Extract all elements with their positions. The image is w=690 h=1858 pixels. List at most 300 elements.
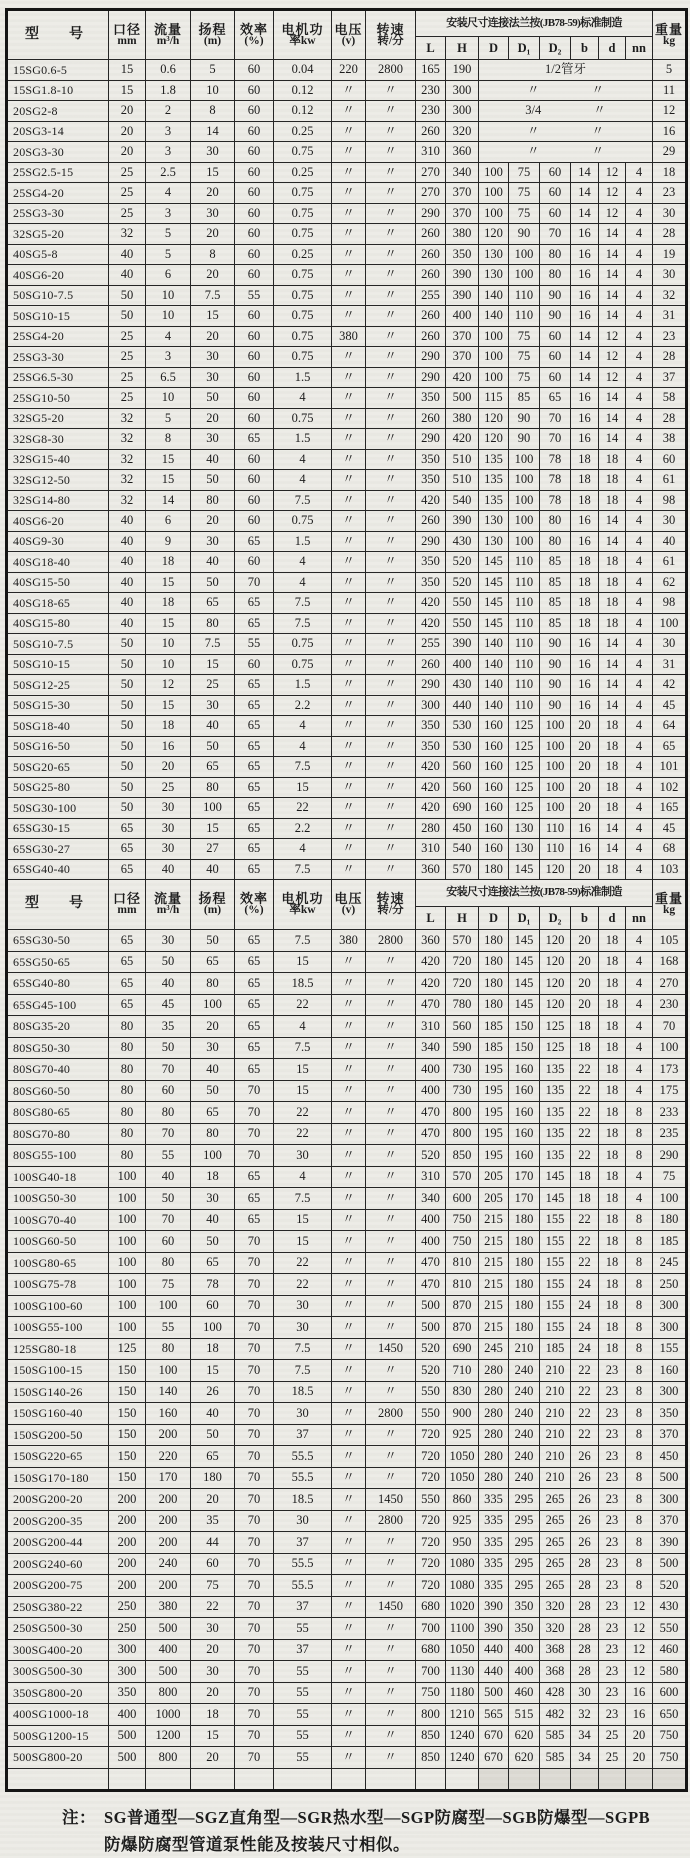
value-cell: 160 bbox=[479, 839, 509, 860]
value-cell: 70 bbox=[235, 1618, 274, 1640]
value-cell: 440 bbox=[479, 1661, 509, 1683]
value-cell: 23 bbox=[599, 1682, 626, 1704]
value-cell: 0.75 bbox=[274, 224, 332, 245]
value-cell: 4 bbox=[626, 306, 653, 327]
value-cell: 18 bbox=[599, 1338, 626, 1360]
value-cell: 10 bbox=[191, 80, 235, 101]
value-cell: 590 bbox=[446, 1037, 479, 1059]
value-cell: 200 bbox=[146, 1532, 191, 1554]
value-cell: 65 bbox=[191, 1102, 235, 1124]
value-cell: 450 bbox=[446, 818, 479, 839]
value-cell: 30 bbox=[191, 347, 235, 368]
value-cell: 1200 bbox=[146, 1725, 191, 1747]
value-cell: 750 bbox=[653, 1725, 687, 1747]
value-cell: 〃 bbox=[366, 1209, 416, 1231]
value-cell: 〃 bbox=[332, 1553, 366, 1575]
value-cell: 23 bbox=[599, 1510, 626, 1532]
value-cell: 4 bbox=[626, 326, 653, 347]
value-cell: 9 bbox=[146, 531, 191, 552]
value-cell: 22 bbox=[571, 1424, 599, 1446]
value-cell: 65 bbox=[109, 839, 146, 860]
value-cell: 65 bbox=[235, 1209, 274, 1231]
value-cell: 110 bbox=[540, 818, 571, 839]
value-cell: 15 bbox=[146, 470, 191, 491]
value-cell: 670 bbox=[479, 1747, 509, 1769]
value-cell: 530 bbox=[446, 736, 479, 757]
value-cell: 26 bbox=[571, 1510, 599, 1532]
value-cell: 420 bbox=[446, 429, 479, 450]
value-cell: 55 bbox=[274, 1747, 332, 1769]
value-cell: 55 bbox=[146, 1145, 191, 1167]
value-cell: 30 bbox=[191, 203, 235, 224]
value-cell: 300 bbox=[653, 1317, 687, 1339]
value-cell: 24 bbox=[571, 1317, 599, 1339]
value-cell: 〃 bbox=[366, 1231, 416, 1253]
value-cell: 〃 bbox=[332, 531, 366, 552]
value-cell: 1080 bbox=[446, 1553, 479, 1575]
value-cell: 〃 bbox=[366, 285, 416, 306]
value-cell: 50 bbox=[146, 951, 191, 973]
table-row bbox=[7, 265, 687, 286]
header-flange-col: D₂ bbox=[540, 37, 571, 60]
value-cell: 20 bbox=[571, 859, 599, 880]
value-cell: 50 bbox=[109, 777, 146, 798]
table-row bbox=[7, 1424, 687, 1446]
value-cell: 〃 bbox=[332, 1446, 366, 1468]
model-cell: 200SG200-35 bbox=[7, 1510, 109, 1532]
value-cell: 70 bbox=[235, 1231, 274, 1253]
value-cell: 〃 bbox=[332, 101, 366, 122]
value-cell: 470 bbox=[416, 1102, 446, 1124]
value-cell: 18 bbox=[599, 930, 626, 952]
value-cell: 28 bbox=[571, 1553, 599, 1575]
value-cell: 18 bbox=[599, 973, 626, 995]
value-cell: 23 bbox=[599, 1403, 626, 1425]
value-cell: 70 bbox=[235, 1145, 274, 1167]
value-cell: 25 bbox=[109, 183, 146, 204]
value-cell: 14 bbox=[571, 326, 599, 347]
value-cell: 750 bbox=[653, 1747, 687, 1769]
value-cell: 4 bbox=[626, 429, 653, 450]
table-row bbox=[7, 306, 687, 327]
header-flange-col: D bbox=[479, 907, 509, 930]
value-cell: 23 bbox=[653, 326, 687, 347]
value-cell: 150 bbox=[509, 1037, 540, 1059]
value-cell: 7.5 bbox=[274, 757, 332, 778]
value-cell: 400 bbox=[509, 1639, 540, 1661]
value-cell: 4 bbox=[146, 326, 191, 347]
value-cell: 130 bbox=[479, 531, 509, 552]
value-cell: 38 bbox=[653, 429, 687, 450]
model-cell: 32SG12-50 bbox=[7, 470, 109, 491]
value-cell: 135 bbox=[540, 1059, 571, 1081]
value-cell: 〃 bbox=[332, 777, 366, 798]
model-cell: 125SG80-18 bbox=[7, 1338, 109, 1360]
value-cell: 125 bbox=[509, 777, 540, 798]
value-cell: 〃 bbox=[332, 1338, 366, 1360]
value-cell: 320 bbox=[540, 1618, 571, 1640]
value-cell: 〃 bbox=[366, 326, 416, 347]
merged-cell-value: 〃 bbox=[591, 82, 605, 97]
value-cell: 85 bbox=[540, 613, 571, 634]
value-cell: 18 bbox=[146, 552, 191, 573]
value-cell: 0.75 bbox=[274, 511, 332, 532]
value-cell: 〃 bbox=[366, 367, 416, 388]
value-cell: 6 bbox=[146, 265, 191, 286]
value-cell: 100 bbox=[479, 183, 509, 204]
value-cell: 8 bbox=[626, 1209, 653, 1231]
table-row bbox=[7, 1510, 687, 1532]
value-cell: 173 bbox=[653, 1059, 687, 1081]
value-cell: 22 bbox=[571, 1102, 599, 1124]
value-cell: 380 bbox=[332, 326, 366, 347]
value-cell: 5 bbox=[146, 224, 191, 245]
value-cell: 120 bbox=[540, 973, 571, 995]
value-cell: 380 bbox=[332, 930, 366, 952]
value-cell: 5 bbox=[191, 60, 235, 81]
value-cell: 145 bbox=[509, 930, 540, 952]
value-cell: 40 bbox=[109, 265, 146, 286]
value-cell: 60 bbox=[235, 654, 274, 675]
value-cell: 125 bbox=[540, 1016, 571, 1038]
value-cell: 〃 bbox=[332, 306, 366, 327]
value-cell: 65 bbox=[235, 531, 274, 552]
value-cell: 4 bbox=[626, 930, 653, 952]
value-cell: 〃 bbox=[366, 306, 416, 327]
value-cell: 245 bbox=[479, 1338, 509, 1360]
value-cell: 80 bbox=[540, 265, 571, 286]
value-cell: 470 bbox=[416, 994, 446, 1016]
value-cell: 290 bbox=[416, 531, 446, 552]
value-cell: 〃 bbox=[366, 244, 416, 265]
value-cell: 200 bbox=[146, 1575, 191, 1597]
value-cell: 60 bbox=[235, 244, 274, 265]
model-cell: 200SG200-20 bbox=[7, 1489, 109, 1511]
value-cell: 30 bbox=[191, 429, 235, 450]
value-cell: 18 bbox=[599, 449, 626, 470]
value-cell: 20 bbox=[626, 1725, 653, 1747]
value-cell: 16 bbox=[571, 265, 599, 286]
value-cell: 16 bbox=[571, 408, 599, 429]
value-cell: 230 bbox=[416, 101, 446, 122]
value-cell: 530 bbox=[446, 716, 479, 737]
value-cell: 233 bbox=[653, 1102, 687, 1124]
model-cell: 20SG3-14 bbox=[7, 121, 109, 142]
value-cell: 4 bbox=[626, 798, 653, 819]
value-cell: 32 bbox=[109, 449, 146, 470]
value-cell: 〃 bbox=[332, 1510, 366, 1532]
value-cell: 2.2 bbox=[274, 818, 332, 839]
value-cell: 515 bbox=[509, 1704, 540, 1726]
value-cell: 1.8 bbox=[146, 80, 191, 101]
value-cell: 14 bbox=[599, 388, 626, 409]
value-cell: 730 bbox=[446, 1080, 479, 1102]
value-cell: 18 bbox=[599, 552, 626, 573]
value-cell: 4 bbox=[274, 839, 332, 860]
header-flange-col: D₁ bbox=[509, 37, 540, 60]
value-cell: 1130 bbox=[446, 1661, 479, 1683]
value-cell: 〃 bbox=[366, 347, 416, 368]
value-cell: 22 bbox=[274, 1123, 332, 1145]
value-cell: 320 bbox=[446, 121, 479, 142]
value-cell: 12 bbox=[626, 1596, 653, 1618]
value-cell: 160 bbox=[509, 1145, 540, 1167]
value-cell: 510 bbox=[446, 449, 479, 470]
value-cell: 120 bbox=[479, 429, 509, 450]
value-cell: 700 bbox=[416, 1661, 446, 1683]
value-cell: 〃 bbox=[366, 1102, 416, 1124]
value-cell: 200 bbox=[109, 1575, 146, 1597]
value-cell: 〃 bbox=[366, 716, 416, 737]
value-cell: 720 bbox=[416, 1467, 446, 1489]
value-cell: 310 bbox=[416, 839, 446, 860]
value-cell: 110 bbox=[540, 839, 571, 860]
value-cell: 4 bbox=[626, 511, 653, 532]
header-col: 扬程 (m) bbox=[191, 880, 235, 930]
value-cell: 570 bbox=[446, 930, 479, 952]
value-cell: 150 bbox=[109, 1360, 146, 1382]
value-cell: 6 bbox=[146, 511, 191, 532]
value-cell: 830 bbox=[446, 1381, 479, 1403]
value-cell: 23 bbox=[599, 1467, 626, 1489]
value-cell: 125 bbox=[509, 757, 540, 778]
value-cell: 〃 bbox=[332, 347, 366, 368]
value-cell: 〃 bbox=[366, 634, 416, 655]
model-cell: 100SG55-100 bbox=[7, 1317, 109, 1339]
value-cell: 〃 bbox=[332, 572, 366, 593]
value-cell: 180 bbox=[509, 1209, 540, 1231]
table-row bbox=[7, 1016, 687, 1038]
value-cell: 14 bbox=[599, 285, 626, 306]
value-cell: 900 bbox=[446, 1403, 479, 1425]
value-cell: 〃 bbox=[332, 1532, 366, 1554]
table-row bbox=[7, 1747, 687, 1769]
value-cell: 〃 bbox=[366, 777, 416, 798]
value-cell: 300 bbox=[109, 1661, 146, 1683]
value-cell: 145 bbox=[509, 994, 540, 1016]
value-cell: 210 bbox=[540, 1446, 571, 1468]
value-cell: 12 bbox=[599, 326, 626, 347]
value-cell: 〃 bbox=[332, 973, 366, 995]
table-row bbox=[7, 1252, 687, 1274]
value-cell: 8 bbox=[626, 1295, 653, 1317]
empty-cell bbox=[7, 1768, 109, 1790]
model-cell: 80SG80-65 bbox=[7, 1102, 109, 1124]
value-cell: 18 bbox=[599, 798, 626, 819]
merged-cell-value: 〃 bbox=[593, 103, 606, 118]
value-cell: 175 bbox=[653, 1080, 687, 1102]
value-cell: 390 bbox=[479, 1596, 509, 1618]
value-cell: 〃 bbox=[366, 1080, 416, 1102]
value-cell: 18 bbox=[571, 613, 599, 634]
value-cell: 100 bbox=[509, 244, 540, 265]
value-cell: 20 bbox=[571, 798, 599, 819]
value-cell: 98 bbox=[653, 490, 687, 511]
value-cell: 300 bbox=[416, 695, 446, 716]
value-cell: 155 bbox=[540, 1317, 571, 1339]
value-cell: 50 bbox=[109, 654, 146, 675]
header-col: 效率 (%) bbox=[235, 10, 274, 60]
value-cell: 15 bbox=[274, 1080, 332, 1102]
model-cell: 65SG50-65 bbox=[7, 951, 109, 973]
value-cell: 〃 bbox=[366, 490, 416, 511]
value-cell: 18 bbox=[571, 470, 599, 491]
table-row bbox=[7, 1618, 687, 1640]
value-cell: 310 bbox=[416, 1166, 446, 1188]
value-cell: 20 bbox=[109, 101, 146, 122]
value-cell: 90 bbox=[509, 408, 540, 429]
value-cell: 14 bbox=[599, 839, 626, 860]
value-cell: 8 bbox=[626, 1553, 653, 1575]
table-row bbox=[7, 1166, 687, 1188]
value-cell: 420 bbox=[416, 798, 446, 819]
value-cell: 70 bbox=[235, 1704, 274, 1726]
header-flange-col: H bbox=[446, 37, 479, 60]
model-cell: 150SG200-50 bbox=[7, 1424, 109, 1446]
value-cell: 100 bbox=[540, 736, 571, 757]
value-cell: 2800 bbox=[366, 930, 416, 952]
value-cell: 70 bbox=[235, 1467, 274, 1489]
value-cell: 1180 bbox=[446, 1682, 479, 1704]
table-row bbox=[7, 572, 687, 593]
value-cell: 0.75 bbox=[274, 183, 332, 204]
value-cell: 37 bbox=[653, 367, 687, 388]
value-cell: 0.25 bbox=[274, 121, 332, 142]
flange-merged-cell bbox=[479, 80, 653, 101]
value-cell: 〃 bbox=[332, 716, 366, 737]
value-cell: 65 bbox=[235, 859, 274, 880]
value-cell: 〃 bbox=[366, 859, 416, 880]
value-cell: 23 bbox=[599, 1553, 626, 1575]
value-cell: 80 bbox=[540, 511, 571, 532]
value-cell: 340 bbox=[416, 1188, 446, 1210]
value-cell: 60 bbox=[235, 552, 274, 573]
table-row bbox=[7, 347, 687, 368]
value-cell: 120 bbox=[540, 930, 571, 952]
value-cell: 4 bbox=[626, 203, 653, 224]
value-cell: 750 bbox=[446, 1209, 479, 1231]
value-cell: 30 bbox=[191, 142, 235, 163]
model-cell: 40SG15-80 bbox=[7, 613, 109, 634]
value-cell: 18 bbox=[599, 951, 626, 973]
value-cell: 440 bbox=[446, 695, 479, 716]
value-cell: 520 bbox=[446, 572, 479, 593]
value-cell: 65 bbox=[235, 429, 274, 450]
value-cell: 690 bbox=[446, 798, 479, 819]
value-cell: 160 bbox=[479, 818, 509, 839]
value-cell: 〃 bbox=[332, 552, 366, 573]
empty-cell bbox=[366, 1768, 416, 1790]
value-cell: 31 bbox=[653, 654, 687, 675]
value-cell: 65 bbox=[540, 388, 571, 409]
table-row bbox=[7, 531, 687, 552]
value-cell: 260 bbox=[416, 306, 446, 327]
table-row bbox=[7, 951, 687, 973]
value-cell: 60 bbox=[235, 162, 274, 183]
value-cell: 20 bbox=[191, 1747, 235, 1769]
value-cell: 〃 bbox=[366, 973, 416, 995]
value-cell: 10 bbox=[146, 285, 191, 306]
value-cell: 30 bbox=[274, 1510, 332, 1532]
value-cell: 750 bbox=[416, 1682, 446, 1704]
value-cell: 〃 bbox=[366, 1446, 416, 1468]
value-cell: 20 bbox=[191, 183, 235, 204]
value-cell: 60 bbox=[540, 347, 571, 368]
value-cell: 18 bbox=[599, 1317, 626, 1339]
value-cell: 4 bbox=[626, 162, 653, 183]
value-cell: 335 bbox=[479, 1532, 509, 1554]
value-cell: 185 bbox=[479, 1037, 509, 1059]
value-cell: 16 bbox=[571, 244, 599, 265]
value-cell: 100 bbox=[146, 1295, 191, 1317]
value-cell: 25 bbox=[191, 675, 235, 696]
value-cell: 4 bbox=[274, 470, 332, 491]
value-cell: 〃 bbox=[332, 654, 366, 675]
value-cell: 8 bbox=[626, 1231, 653, 1253]
value-cell: 5 bbox=[146, 408, 191, 429]
table-row bbox=[7, 1704, 687, 1726]
value-cell: 15 bbox=[191, 306, 235, 327]
value-cell: 165 bbox=[653, 798, 687, 819]
value-cell: 〃 bbox=[332, 429, 366, 450]
value-cell: 50 bbox=[109, 695, 146, 716]
value-cell: 4 bbox=[146, 183, 191, 204]
value-cell: 300 bbox=[653, 1489, 687, 1511]
value-cell: 8 bbox=[626, 1489, 653, 1511]
value-cell: 4 bbox=[626, 716, 653, 737]
value-cell: 4 bbox=[626, 951, 653, 973]
value-cell: 0.75 bbox=[274, 326, 332, 347]
value-cell: 240 bbox=[509, 1446, 540, 1468]
value-cell: 60 bbox=[540, 203, 571, 224]
value-cell: 30 bbox=[146, 930, 191, 952]
value-cell: 380 bbox=[446, 408, 479, 429]
value-cell: 140 bbox=[479, 285, 509, 306]
value-cell: 8 bbox=[626, 1381, 653, 1403]
value-cell: 135 bbox=[540, 1080, 571, 1102]
value-cell: 32 bbox=[109, 408, 146, 429]
model-cell: 50SG16-50 bbox=[7, 736, 109, 757]
value-cell: 50 bbox=[191, 470, 235, 491]
value-cell: 55 bbox=[146, 1317, 191, 1339]
value-cell: 4 bbox=[626, 552, 653, 573]
value-cell: 670 bbox=[479, 1725, 509, 1747]
value-cell: 380 bbox=[146, 1596, 191, 1618]
value-cell: 4 bbox=[626, 285, 653, 306]
value-cell: 18 bbox=[571, 552, 599, 573]
value-cell: 65 bbox=[235, 675, 274, 696]
value-cell: 120 bbox=[540, 994, 571, 1016]
value-cell: 7.5 bbox=[274, 859, 332, 880]
value-cell: 4 bbox=[626, 1016, 653, 1038]
model-cell: 65SG40-40 bbox=[7, 859, 109, 880]
value-cell: 50 bbox=[109, 716, 146, 737]
value-cell: 29 bbox=[653, 142, 687, 163]
value-cell: 120 bbox=[479, 224, 509, 245]
value-cell: 120 bbox=[479, 408, 509, 429]
value-cell: 40 bbox=[191, 859, 235, 880]
value-cell: 55 bbox=[274, 1725, 332, 1747]
value-cell: 1050 bbox=[446, 1639, 479, 1661]
value-cell: 210 bbox=[540, 1381, 571, 1403]
value-cell: 18.5 bbox=[274, 1489, 332, 1511]
table-row bbox=[7, 449, 687, 470]
value-cell: 145 bbox=[540, 1166, 571, 1188]
value-cell: 70 bbox=[235, 1682, 274, 1704]
value-cell: 265 bbox=[540, 1510, 571, 1532]
value-cell: 65 bbox=[235, 1037, 274, 1059]
model-cell: 300SG400-20 bbox=[7, 1639, 109, 1661]
